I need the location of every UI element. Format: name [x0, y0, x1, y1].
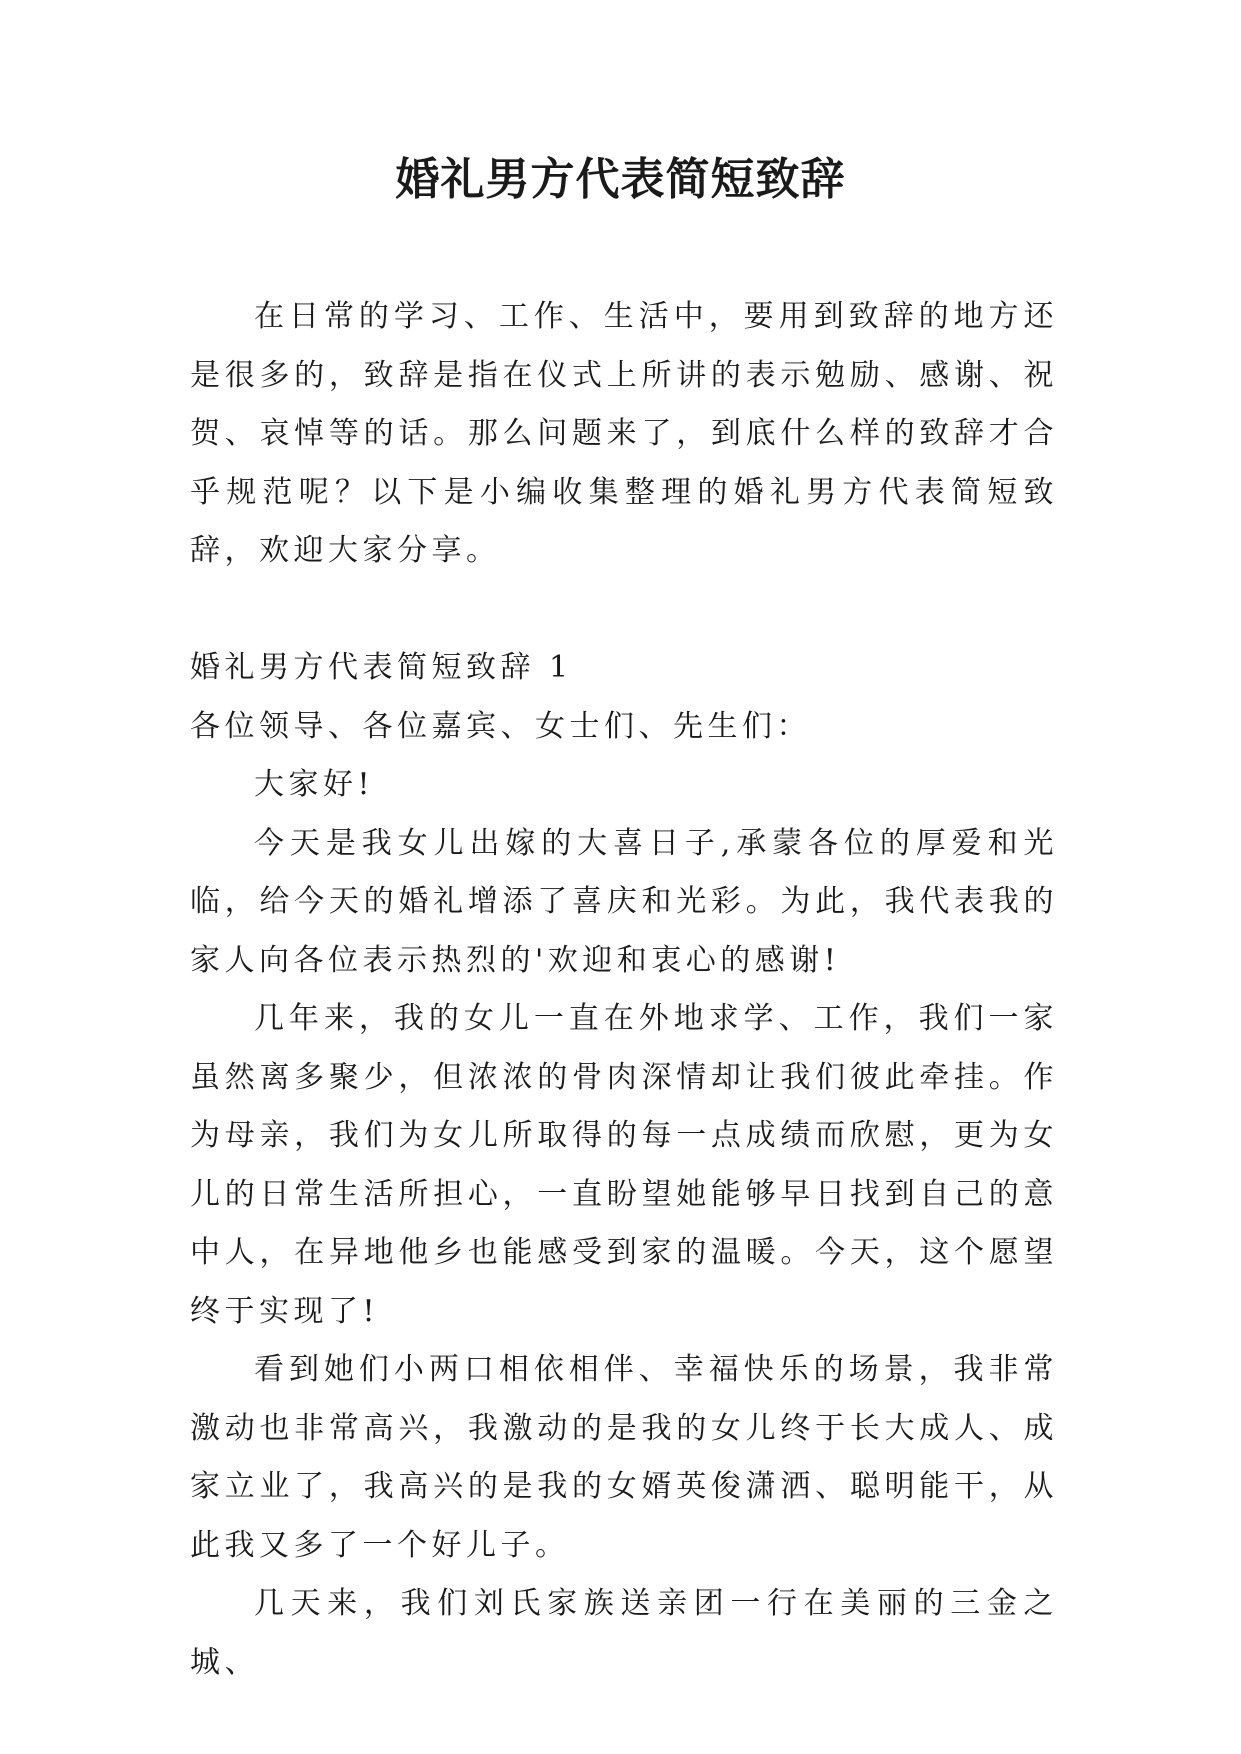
body-paragraph-5: 几天来，我们刘氏家族送亲团一行在美丽的三金之城、: [190, 1586, 1058, 1680]
intro-paragraph: 在日常的学习、工作、生活中，要用到致辞的地方还是很多的，致辞是指在仪式上所讲的表示勉励、感谢、祝贺、哀悼等的话。那么问题来了，到底什么样的致辞才合乎规范呢？以下是小编收集整理的婚礼男方代表简短致辞，欢迎大家分享。: [190, 299, 1058, 568]
document-body: [190, 288, 1058, 1692]
section-heading: 婚礼男方代表简短致辞 1: [190, 650, 573, 685]
body-paragraph-4: 看到她们小两口相依相伴、幸福快乐的场景，我非常激动也非常高兴，我激动的是我的女儿终于长大成人、成家立业了，我高兴的是我的女婿英俊潇洒、聪明能干，从此我又多了一个好儿子。: [190, 1352, 1058, 1563]
paragraph-spacer: [190, 581, 1058, 640]
body-paragraph-1: 大家好!: [254, 767, 375, 802]
salutation: 各位领导、各位嘉宾、女士们、先生们：: [190, 708, 811, 744]
body-paragraph-3: 几年来，我的女儿一直在外地求学、工作，我们一家虽然离多聚少，但浓浓的骨肉深情却让我们彼此牵挂。作为母亲，我们为女儿所取得的每一点成绩而欣慰，更为女儿的日常生活所担心，一直盼望她能够早日找到自己的意中人，在异地他乡也能感受到家的温暖。今天，这个愿望终于实现了!: [190, 1001, 1058, 1329]
document-title: 婚礼男方代表简短致辞: [395, 154, 846, 205]
body-paragraph-2: 今天是我女儿出嫁的大喜日子,承蒙各位的厚爱和光临，给今天的婚礼增添了喜庆和光彩。为此，我代表我的家人向各位表示热烈的'欢迎和衷心的感谢!: [190, 825, 1058, 978]
